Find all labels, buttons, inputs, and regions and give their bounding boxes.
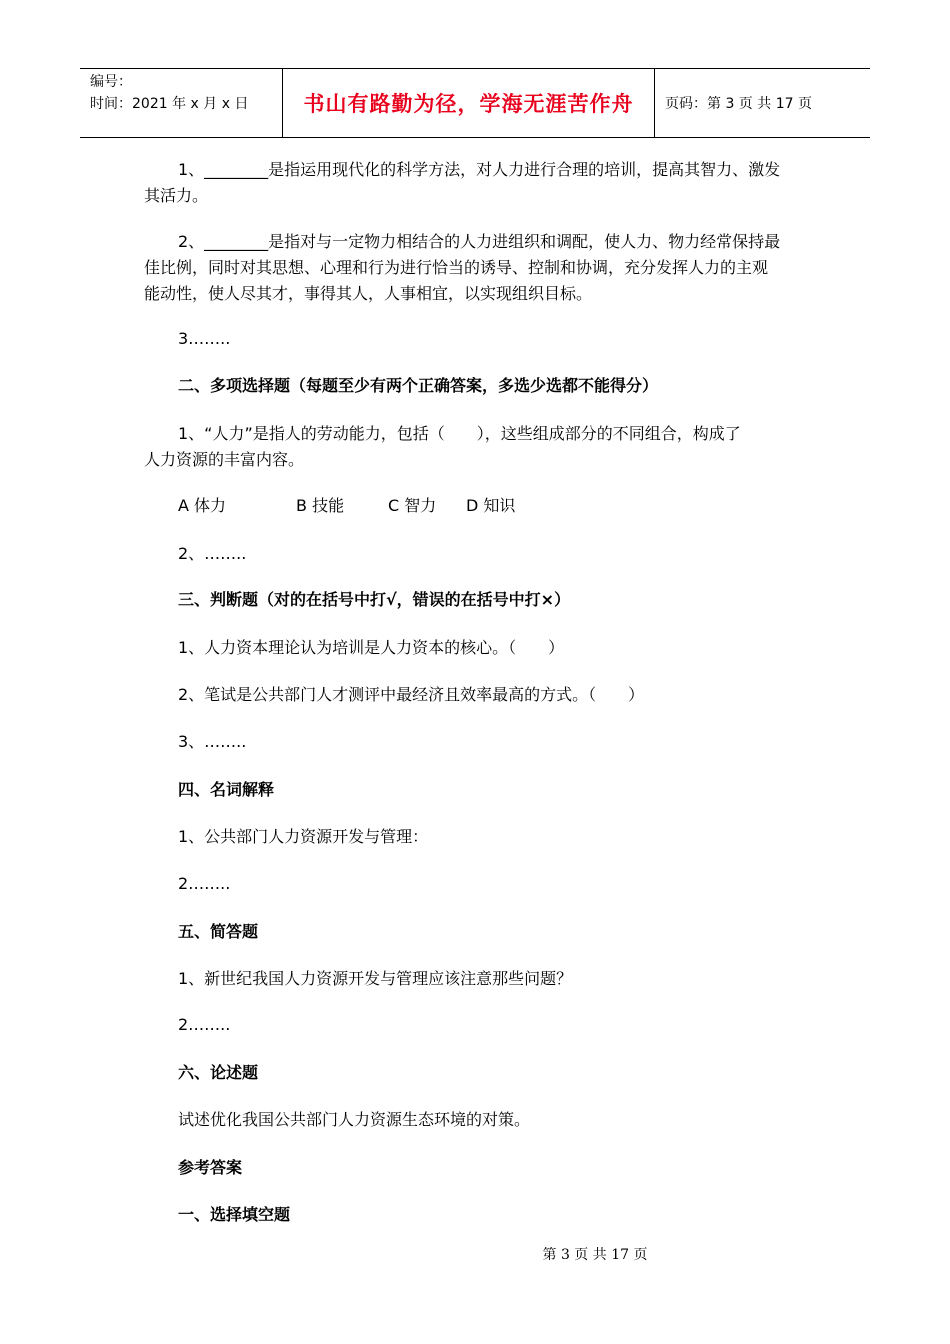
mc-question-1-line-1: 1、“人力”是指人的劳动能力，包括（ ），这些组成部分的不同组合，构成了 xyxy=(178,424,741,443)
tf-question-1: 1、人力资本理论认为培训是人力资本的核心。（ ） xyxy=(178,638,565,657)
section-6-title: 六、论述题 xyxy=(178,1063,259,1082)
question-2-line-1: 2、________是指对与一定物力相结合的人力进组织和调配，使人力、物力经常保持最 xyxy=(178,232,781,251)
question-2-line-3: 能动性，使人尽其才，事得其人，人事相宜，以实现组织目标。 xyxy=(144,284,593,303)
mc-question-2: 2、…….. xyxy=(178,544,247,563)
tf-question-3: 3、…….. xyxy=(178,732,247,751)
question-1-line-2: 其活力。 xyxy=(144,186,209,205)
option-c: C 智力 xyxy=(388,496,437,515)
short-answer-1: 1、新世纪我国人力资源开发与管理应该注意那些问题？ xyxy=(178,969,573,988)
page-info: 页码：第 3 页 共 17 页 xyxy=(665,96,812,112)
answers-section-1-title: 一、选择填空题 xyxy=(178,1205,291,1224)
question-2-line-2: 佳比例，同时对其思想、心理和行为进行恰当的诱导、控制和协调，充分发挥人力的主观 xyxy=(144,258,769,277)
option-b: B 技能 xyxy=(296,496,345,515)
header-table xyxy=(80,68,870,138)
motto: 书山有路勤为径，学海无涯苦作舟 xyxy=(282,69,655,137)
number-label: 编号： xyxy=(90,74,132,90)
option-a: A 体力 xyxy=(178,496,227,515)
question-1-line-1: 1、________是指运用现代化的科学方法，对人力进行合理的培训，提高其智力、激发 xyxy=(178,160,781,179)
essay-question: 试述优化我国公共部门人力资源生态环境的对策。 xyxy=(178,1110,531,1129)
date-label: 时间：2021 年 x 月 x 日 xyxy=(90,96,249,112)
term-question-2: 2…….. xyxy=(178,874,231,893)
section-3-title: 三、判断题（对的在括号中打√，错误的在括号中打×） xyxy=(178,590,571,609)
question-3: 3…….. xyxy=(178,329,231,348)
short-answer-2: 2…….. xyxy=(178,1015,231,1034)
section-4-title: 四、名词解释 xyxy=(178,780,275,799)
option-d: D 知识 xyxy=(466,496,516,515)
section-5-title: 五、简答题 xyxy=(178,922,259,941)
section-2-title: 二、多项选择题（每题至少有两个正确答案，多选少选都不能得分） xyxy=(178,376,659,395)
header-left-cell xyxy=(80,69,282,137)
tf-question-2: 2、笔试是公共部门人才测评中最经济且效率最高的方式。（ ） xyxy=(178,685,645,704)
mc-question-1-line-2: 人力资源的丰富内容。 xyxy=(144,450,305,469)
page-footer: 第 3 页 共 17 页 xyxy=(542,1247,648,1263)
answers-title: 参考答案 xyxy=(178,1158,243,1177)
term-question-1: 1、公共部门人力资源开发与管理： xyxy=(178,827,429,846)
